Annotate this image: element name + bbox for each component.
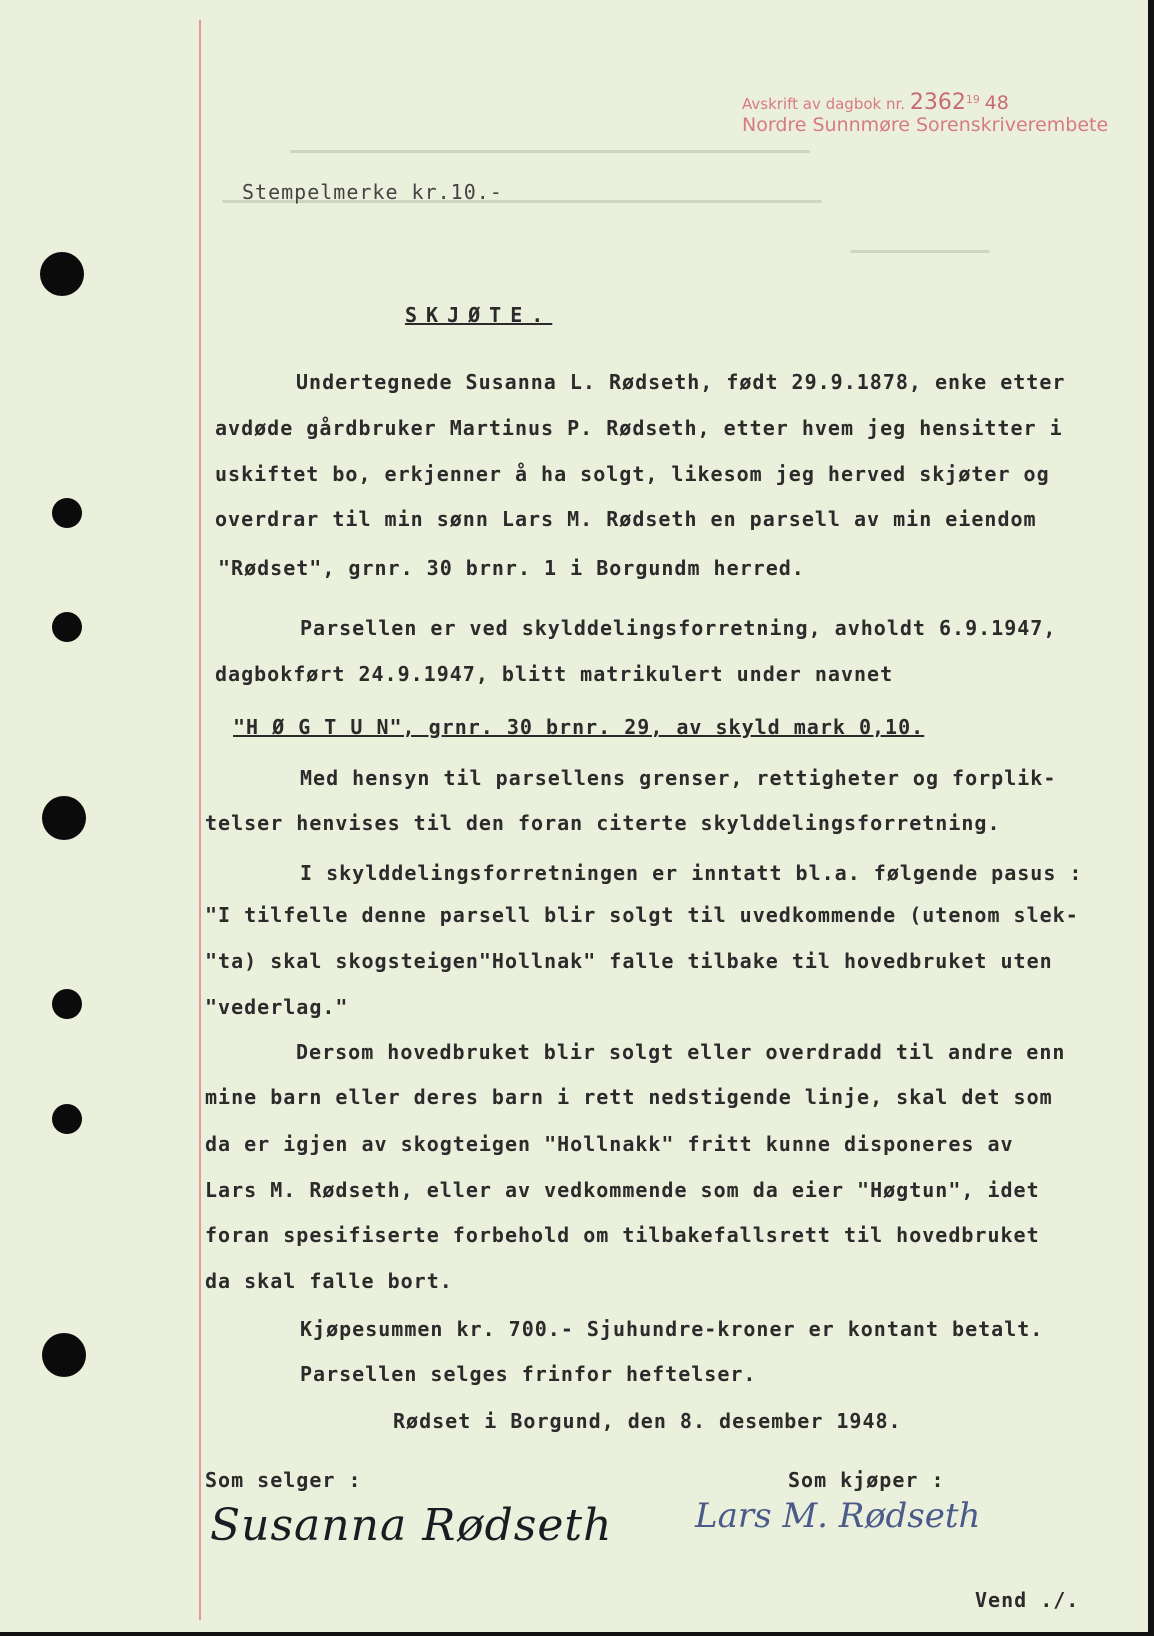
seller-label: Som selger : [205, 1468, 362, 1492]
body-line: dagbokført 24.9.1947, blitt matrikulert under navnet [215, 662, 894, 686]
red-margin-line [199, 20, 201, 1620]
punch-hole-6 [52, 1104, 82, 1134]
body-line: "I tilfelle denne parsell blir solgt til uvedkommende (utenom slek- [205, 903, 1079, 927]
stamp-year: 48 [984, 92, 1009, 114]
document-title: SKJØTE. [405, 303, 553, 327]
buyer-label: Som kjøper : [788, 1468, 945, 1492]
stamp-value-line: Stempelmerke kr.10.- [242, 180, 503, 204]
stamp-year-prefix: 19 [965, 93, 980, 106]
body-line: da er igjen av skogteigen "Hollnakk" fritt kunne disponeres av [205, 1132, 1014, 1156]
body-line: "vederlag." [205, 995, 349, 1019]
body-line: Parsellen selges frinfor heftelser. [300, 1362, 757, 1386]
body-line: telser henvises til den foran citerte skylddelingsforretning. [205, 811, 1001, 835]
place-date-line: Rødset i Borgund, den 8. desember 1948. [393, 1409, 902, 1433]
body-line: mine barn eller deres barn i rett nedstigende linje, skal det som [205, 1085, 1053, 1109]
punch-hole-1 [40, 252, 84, 296]
body-line: Lars M. Rødseth, eller av vedkommende som da eier "Høgtun", idet [205, 1178, 1040, 1202]
punch-hole-5 [52, 989, 82, 1019]
buyer-signature: Lars M. Rødseth [695, 1496, 981, 1536]
bleed-through-mark [290, 150, 810, 153]
body-line: da skal falle bort. [205, 1269, 453, 1293]
turn-page-note: Vend ./. [975, 1588, 1080, 1612]
body-line: uskiftet bo, erkjenner å ha solgt, likesom jeg herved skjøter og [215, 462, 1050, 486]
seller-signature: Susanna Rødseth [210, 1500, 613, 1551]
body-line: "ta) skal skogsteigen"Hollnak" falle tilbake til hovedbruket uten [205, 949, 1053, 973]
body-line: Dersom hovedbruket blir solgt eller overdradd til andre enn [296, 1040, 1066, 1064]
bleed-through-mark [850, 250, 990, 253]
property-name-line: "H Ø G T U N", grnr. 30 brnr. 29, av skyld mark 0,10. [233, 715, 925, 739]
purchase-price-line: Kjøpesummen kr. 700.- Sjuhundre-kroner er kontant betalt. [300, 1317, 1044, 1341]
stamp-prefix: Avskrift av dagbok nr. [742, 95, 906, 113]
punch-hole-7 [42, 1333, 86, 1377]
punch-hole-4 [42, 796, 86, 840]
registry-stamp-line [742, 90, 1009, 115]
body-line: Parsellen er ved skylddelingsforretning, avholdt 6.9.1947, [300, 616, 1057, 640]
stamp-office: Nordre Sunnmøre Sorenskriverembete [742, 114, 1109, 136]
punch-hole-3 [52, 612, 82, 642]
body-line: foran spesifiserte forbehold om tilbakefallsrett til hovedbruket [205, 1223, 1040, 1247]
punch-hole-2 [52, 498, 82, 528]
body-line: Med hensyn til parsellens grenser, rettigheter og forplik- [300, 766, 1057, 790]
body-line: avdøde gårdbruker Martinus P. Rødseth, etter hvem jeg hensitter i [215, 416, 1063, 440]
body-line: "Rødset", grnr. 30 brnr. 1 i Borgundm herred. [218, 556, 805, 580]
body-line: overdrar til min sønn Lars M. Rødseth en parsell av min eiendom [215, 507, 1037, 531]
stamp-number: 2362 [909, 90, 966, 115]
body-line: Undertegnede Susanna L. Rødseth, født 29.9.1878, enke etter [296, 370, 1066, 394]
body-line: I skylddelingsforretningen er inntatt bl.a. følgende pasus : [300, 861, 1083, 885]
